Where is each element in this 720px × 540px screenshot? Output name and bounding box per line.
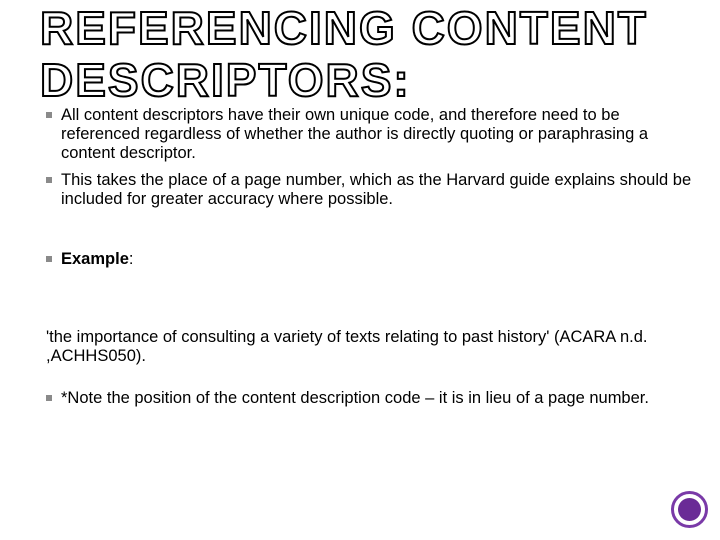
bullet-item-note — [46, 389, 701, 408]
nav-button-fill — [678, 498, 701, 521]
slide-title: REFERENCING CONTENT DESCRIPTORS: — [40, 2, 648, 106]
bullet-item-example — [46, 250, 701, 269]
example-quote: 'the importance of consulting a variety of texts relating to past history' (ACARA n.d. ,ACHHS050). — [46, 327, 648, 365]
bullet-item-page-number — [46, 171, 701, 209]
bullet-item-descriptor-codes — [46, 106, 701, 163]
bullet-marker-icon — [46, 256, 52, 262]
circle-nav-icon[interactable] — [671, 491, 708, 528]
bullet-marker-icon — [46, 112, 52, 118]
bullet-marker-icon — [46, 395, 52, 401]
bullet-marker-icon — [46, 177, 52, 183]
bullet-text: This takes the place of a page number, which as the Harvard guide explains should be included for greater accuracy where possible. — [61, 171, 692, 208]
example-colon: : — [128, 250, 134, 268]
bullet-text: All content descriptors have their own unique code, and therefore need to be referenced regardless of whether the author is directly quoting or paraphrasing a content descriptor. — [61, 106, 649, 162]
example-label: Example — [61, 250, 129, 268]
bullet-text: *Note the position of the content description code – it is in lieu of a page number. — [61, 389, 649, 407]
